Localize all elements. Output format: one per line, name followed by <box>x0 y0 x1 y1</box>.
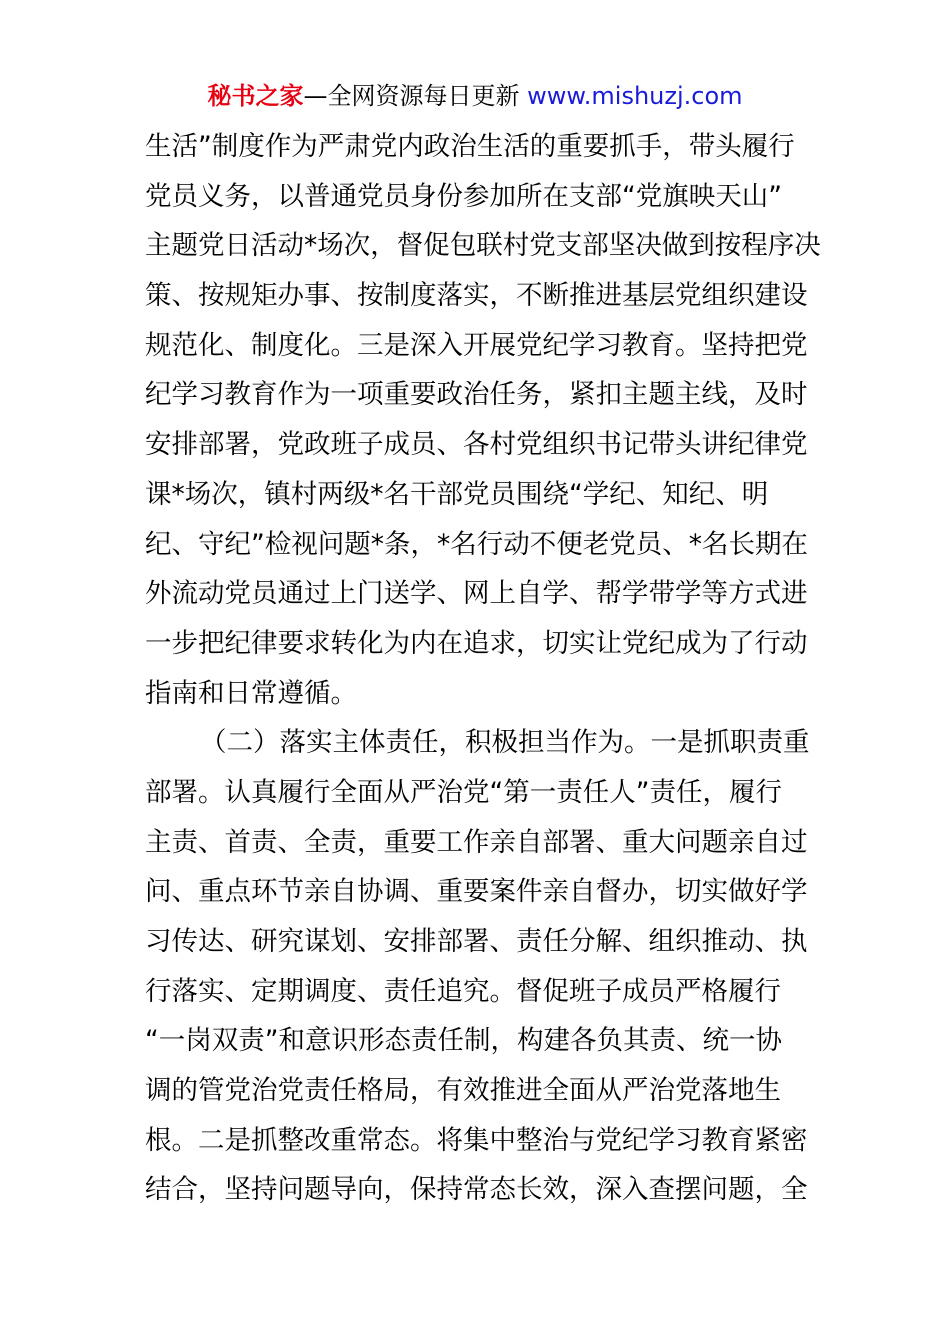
text-line: 一步把纪律要求转化为内在追求，切实让党纪成为了行动 <box>145 627 808 659</box>
text-line: 调的管党治党责任格局，有效推进全面从严治党落地生 <box>145 1075 781 1107</box>
text-line: 党员义务，以普通党员身份参加所在支部“党旗映天山” <box>145 180 782 212</box>
site-header <box>0 80 950 112</box>
text-line: 课*场次，镇村两级*名干部党员围绕“学纪、知纪、明 <box>145 478 769 510</box>
text-line: 策、按规矩办事、按制度落实，不断推进基层党组织建设 <box>145 280 808 312</box>
text-line: 纪学习教育作为一项重要政治任务，紧扣主题主线，及时 <box>145 379 808 411</box>
text-line: 指南和日常遵循。 <box>145 677 357 709</box>
site-url-link[interactable]: www.mishuzj.com <box>527 82 743 110</box>
text-line: 部署。认真履行全面从严治党“第一责任人”责任，履行 <box>145 776 782 808</box>
section-heading-line: （二）落实主体责任，积极担当作为。一是抓职责重 <box>200 727 810 759</box>
text-line: 安排部署，党政班子成员、各村党组织书记带头讲纪律党 <box>145 429 808 461</box>
text-line: 主责、首责、全责，重要工作亲自部署、重大问题亲自过 <box>145 826 808 858</box>
document-body <box>145 122 825 1215</box>
text-line: 结合，坚持问题导向，保持常态长效，深入查摆问题，全 <box>145 1174 808 1206</box>
text-line: 规范化、制度化。三是深入开展党纪学习教育。坚持把党 <box>145 329 808 361</box>
text-line: 行落实、定期调度、责任追究。督促班子成员严格履行 <box>145 975 781 1007</box>
text-line: 外流动党员通过上门送学、网上自学、帮学带学等方式进 <box>145 578 808 610</box>
text-line: 习传达、研究谋划、安排部署、责任分解、组织推动、执 <box>145 926 808 957</box>
site-tagline: —全网资源每日更新 <box>303 82 528 110</box>
text-line: 问、重点环节亲自协调、重要案件亲自督办，切实做好学 <box>145 876 808 908</box>
text-line: 纪、守纪”检视问题*条，*名行动不便老党员、*名长期在 <box>145 528 808 560</box>
site-brand-name: 秘书之家 <box>207 82 304 110</box>
text-line: 生活”制度作为严肃党内政治生活的重要抓手，带头履行 <box>145 131 795 162</box>
text-line: “一岗双责”和意识形态责任制，构建各负其责、统一协 <box>145 1025 782 1057</box>
text-line: 根。二是抓整改重常态。将集中整治与党纪学习教育紧密 <box>145 1124 808 1156</box>
text-line: 主题党日活动*场次，督促包联村党支部坚决做到按程序决 <box>145 230 821 262</box>
